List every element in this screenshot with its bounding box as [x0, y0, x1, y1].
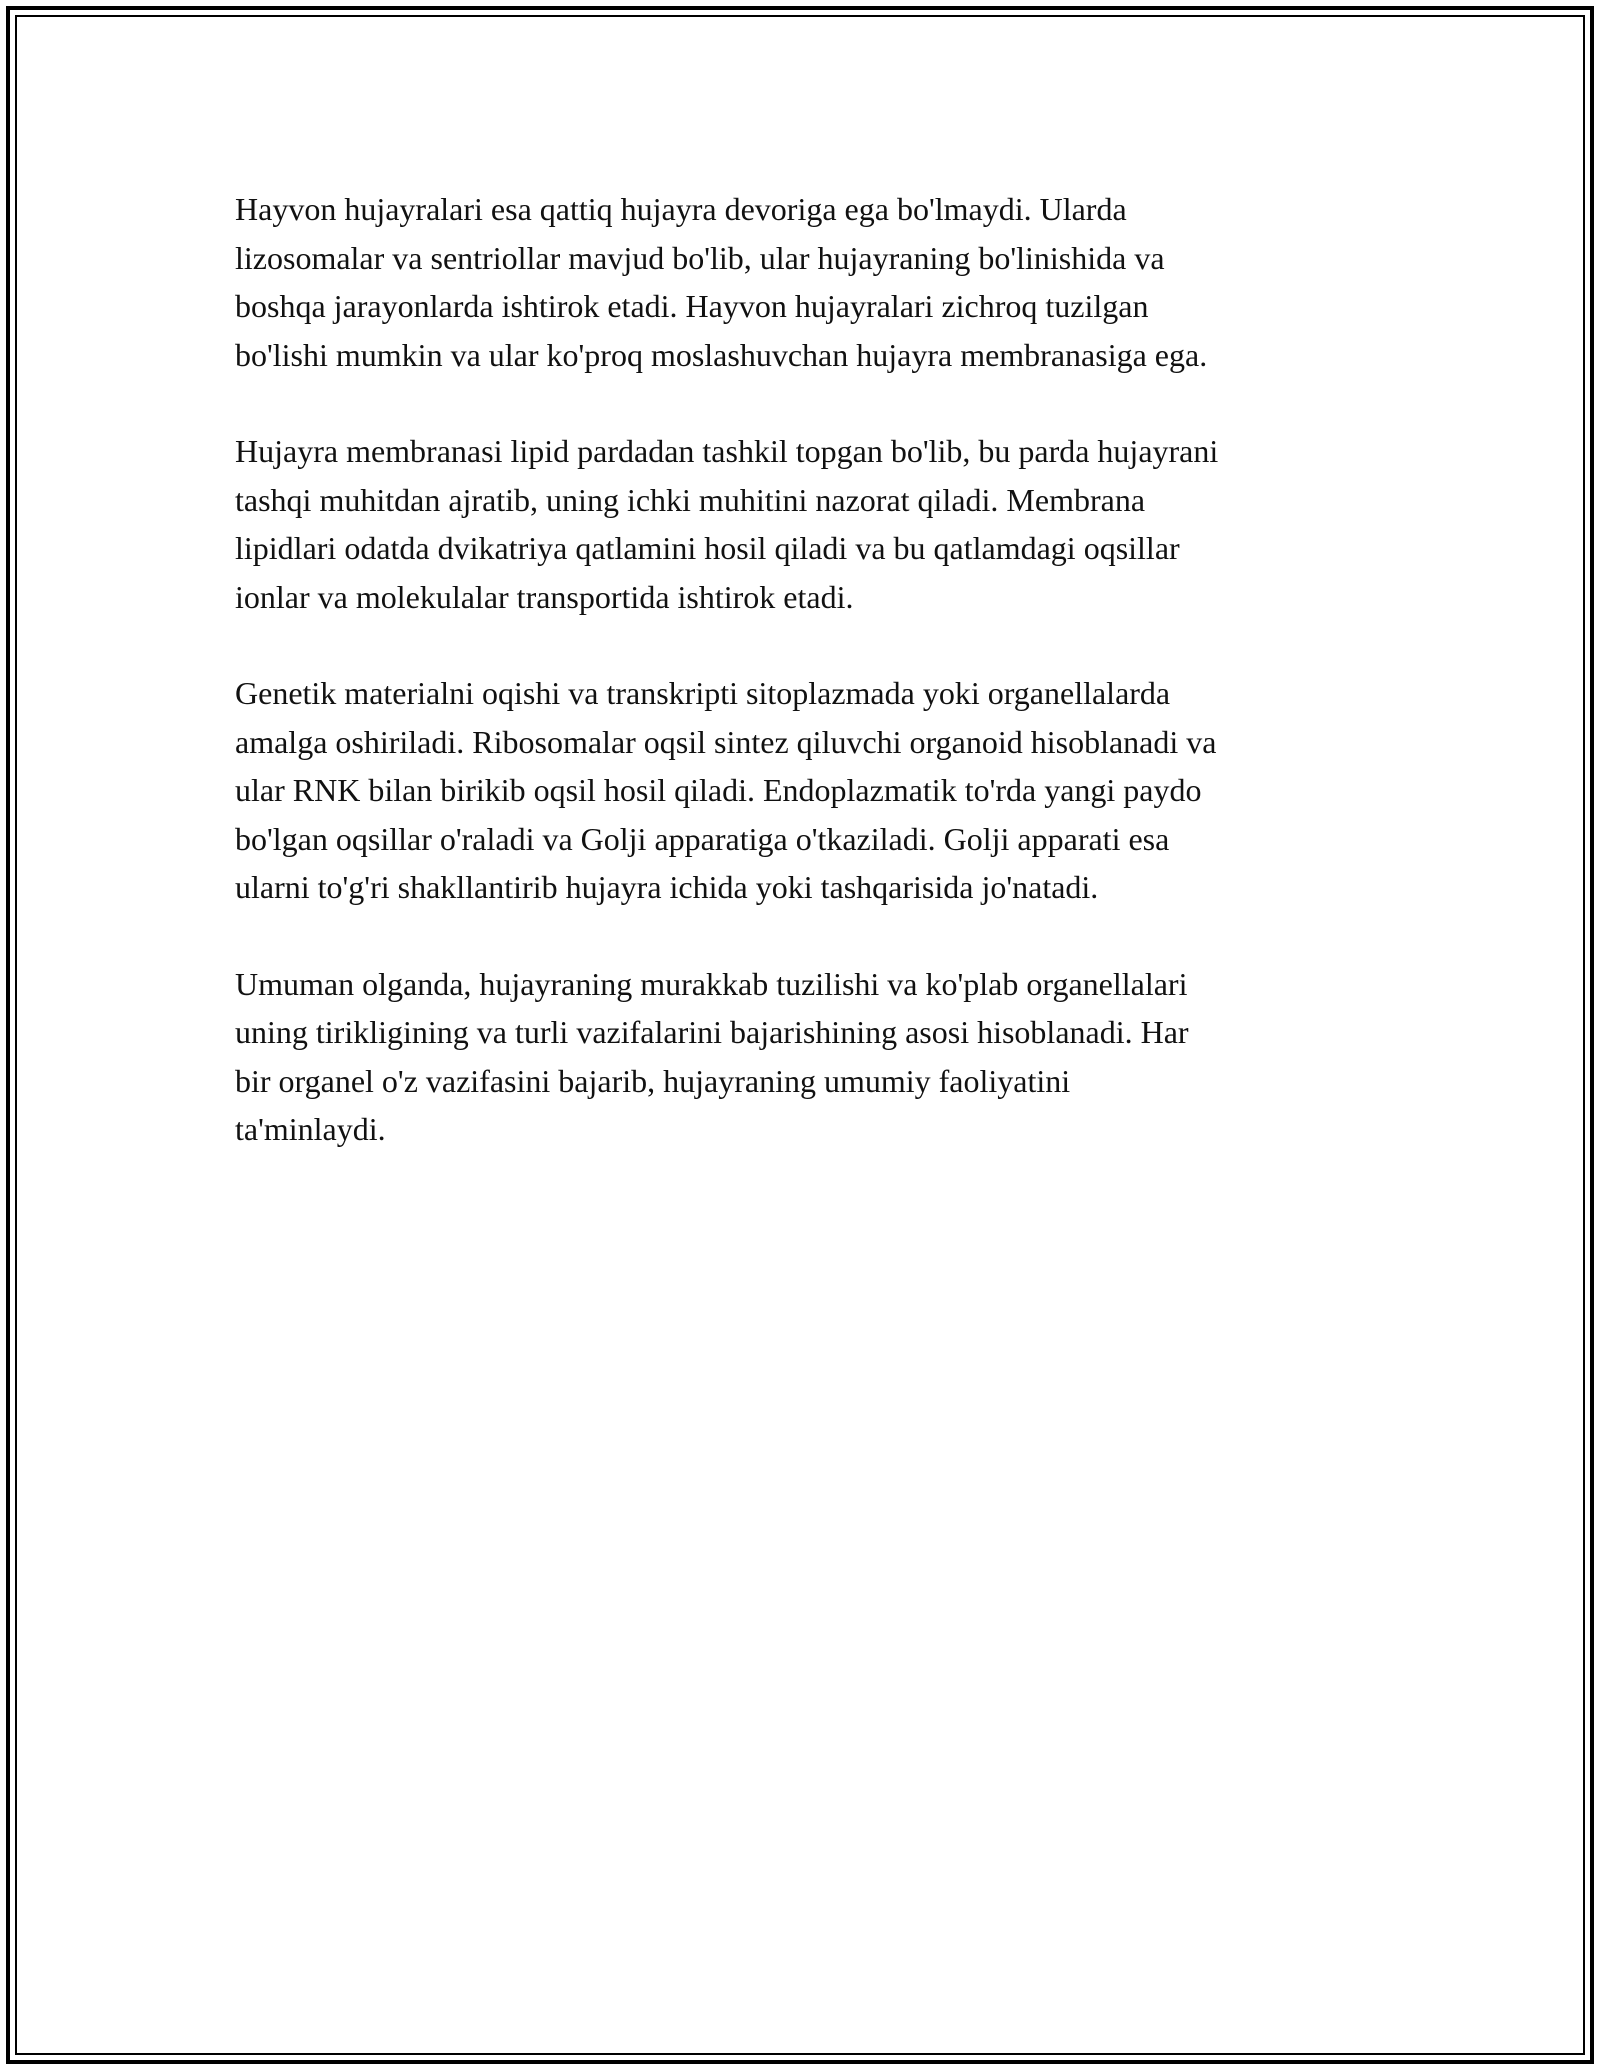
- text-line: bo'lishi mumkin va ular ko'proq moslashuvchan hujayra membranasiga ega.: [235, 336, 1208, 373]
- text-line: boshqa jarayonlarda ishtirok etadi. Hayvon hujayralari zichroq tuzilgan: [235, 288, 1149, 324]
- paragraph-conclusion: [235, 960, 1365, 1154]
- text-line: bo'lgan oqsillar o'raladi va Golji apparatiga o'tkaziladi. Golji apparati esa: [235, 820, 1170, 857]
- text-line: Hayvon hujayralari esa qattiq hujayra devoriga ega bo'lmaydi. Ularda: [235, 191, 1127, 227]
- paragraph-cell-membrane: [235, 427, 1365, 621]
- text-line: Umuman olganda, hujayraning murakkab tuzilishi va ko'plab organellalari: [235, 965, 1188, 1002]
- text-line: tashqi muhitdan ajratib, uning ichki muhitini nazorat qiladi. Membrana: [235, 481, 1146, 518]
- text-line: Hujayra membranasi lipid pardadan tashkil topgan bo'lib, bu parda hujayrani: [235, 433, 1219, 469]
- text-line: ular RNK bilan birikib oqsil hosil qiladi. Endoplazmatik to'rda yangi paydo: [235, 772, 1202, 808]
- text-line: Genetik materialni oqishi va transkripti sitoplazmada yoki organellalarda: [235, 675, 1171, 711]
- text-line: bir organel o'z vazifasini bajarib, hujayraning umumiy faoliyatini: [235, 1062, 1071, 1099]
- text-line: uning tirikligining va turli vazifalarini bajarishining asosi hisoblanadi. Har: [235, 1014, 1189, 1050]
- paragraph-genetic-material: [235, 669, 1365, 912]
- text-line: lipidlari odatda dvikatriya qatlamini hosil qiladi va bu qatlamdagi oqsillar: [235, 530, 1180, 566]
- document-body: [235, 185, 1365, 1202]
- text-line: ionlar va molekulalar transportida ishtirok etadi.: [235, 578, 854, 615]
- text-line: ta'minlaydi.: [235, 1111, 386, 1147]
- text-line: amalga oshiriladi. Ribosomalar oqsil sintez qiluvchi organoid hisoblanadi va: [235, 723, 1217, 760]
- paragraph-animal-cells: [235, 185, 1365, 379]
- text-line: ularni to'g'ri shakllantirib hujayra ichida yoki tashqarisida jo'natadi.: [235, 869, 1099, 905]
- text-line: lizosomalar va sentriollar mavjud bo'lib, ular hujayraning bo'linishida va: [235, 239, 1165, 276]
